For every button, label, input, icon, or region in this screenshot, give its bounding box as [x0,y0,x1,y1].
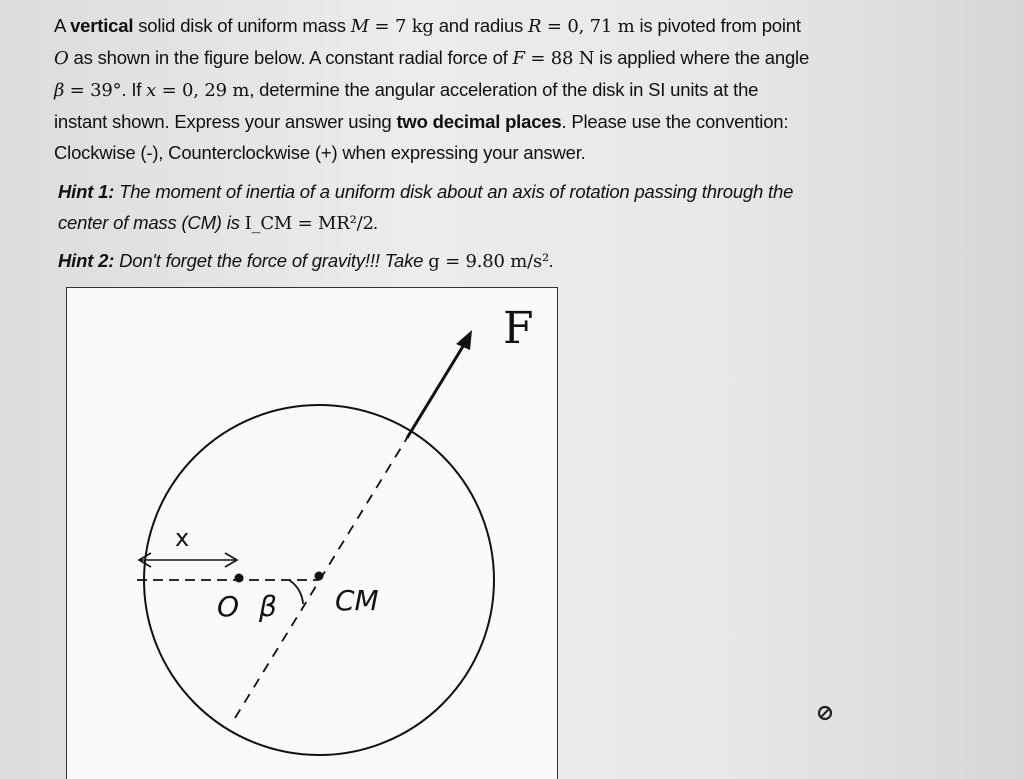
cm-label: CM [335,584,379,617]
hint-text: Don't forget the force of gravity!!! Take [114,250,429,271]
text: and radius [433,15,529,36]
pivot-symbol: O [54,48,69,69]
force-label: F [503,303,534,354]
x-value: = 0, 29 m [156,80,250,101]
inertia-formula: I_CM = MR²/2 [244,213,374,234]
hint-1 [58,176,878,239]
text: solid disk of uniform mass [133,15,351,36]
problem-line-1 [54,10,904,42]
figure [66,287,558,779]
radius-symbol: R [528,16,542,37]
hint-label: Hint 1: [58,181,115,202]
problem-line-3 [54,74,904,106]
problem-line-4 [54,106,904,137]
circle-slash-icon [816,704,834,722]
text: Clockwise (-), Counterclockwise (+) when expressing your answer. [54,142,586,163]
hint-text: The moment of inertia of a uniform disk about an axis of rotation passing through the [114,181,794,202]
pivot-point [235,574,244,583]
text: . If [121,79,147,100]
problem-line-2 [54,42,904,74]
pivot-label: O [217,590,240,623]
text: . Please use the convention: [561,111,789,132]
figure-diagram [67,288,559,779]
radius-value: = 0, 71 m [541,16,635,37]
hint-label: Hint 2: [58,250,115,271]
gravity-value: g = 9.80 m/s² [428,251,550,272]
x-label: x [175,524,190,552]
beta-label: β [259,590,277,623]
text: as shown in the figure below. A constant radial force of [68,47,513,68]
force-value: = 88 N [524,48,595,69]
angle-value: = 39° [64,80,122,101]
cm-point [315,572,324,581]
hint-text: . [373,212,379,233]
problem-statement [54,10,904,168]
angle-arc [289,580,303,604]
text-bold: two decimal places [396,111,562,132]
mass-symbol: M [350,16,370,37]
hint-text: center of mass (CM) is [58,212,245,233]
force-arrow-head [456,330,472,350]
hint-2 [58,245,878,277]
force-symbol: F [512,48,525,69]
angle-symbol: β [54,80,65,101]
text: A [54,15,71,36]
force-arrow-shaft [407,343,465,438]
text: , determine the angular acceleration of the disk in SI units at the [249,79,759,100]
text: is pivoted from point [634,15,801,36]
hints [58,176,878,283]
text: instant shown. Express your answer using [54,111,397,132]
mass-value: = 7 kg [369,16,434,37]
text-bold: vertical [70,15,134,36]
hint-text: . [549,250,555,271]
text: is applied where the angle [594,47,810,68]
x-symbol: x [146,80,157,101]
problem-line-5 [54,137,904,168]
